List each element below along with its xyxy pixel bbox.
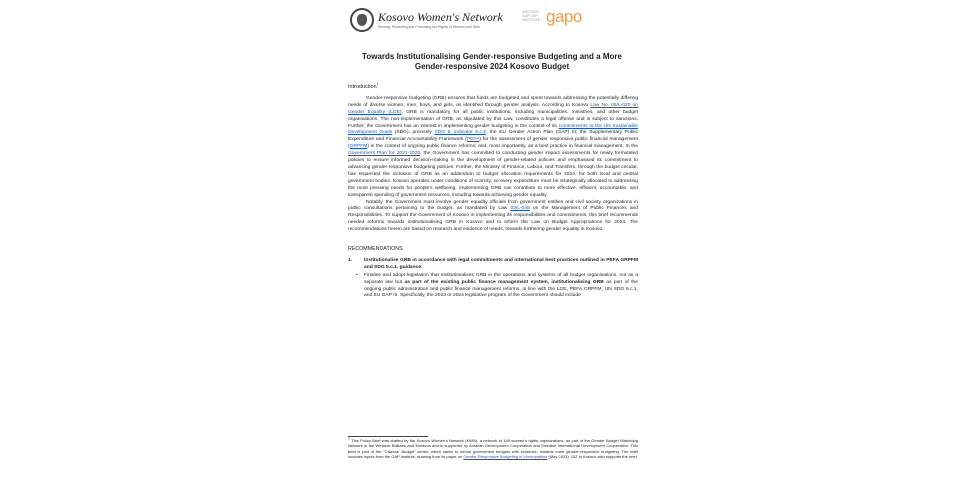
footnote: $^1$ This Policy Brief was drafted by the Kosovo Women's Network (KWN), a network of 140 women's rights organizations, as part of the Gender Budget Watchdog Network in the Western Balkans and Moldova and is supported by Austrian Development Cooperation and Swedish International Development Cooperation. This brief is part of the "Citizens' Budget" series, which seeks to inform government budgets with evidence, towards more gender-responsive budgeting. The brief includes inputs from the GAP Institute, drawing from its paper on Gender-Responsive Budgeting in Municipalities (May 2023). GIZ in Kosovo also supports the brief. — [348, 436, 638, 460]
paragraph-2: Notably, the Government must involve gender equality officials from government entities and civil society organizations in public consultations pertaining to the budget, as mandated by Law 03/L-048 on the Management of Public Finances and Responsibilities. To support the Government of Kosovo in implementing its responsibilities and commitments, this brief recommends needed reforms towards institutionalising GRB in Kosovo and to inform the Law on Budget Appropriations for 2024. The recommendations herein are based on research and evidence of needs, towards furthering gender equality in Kosovo. — [348, 199, 638, 233]
link-pefa[interactable]: PEFA — [466, 137, 480, 143]
link-grb-municipalities[interactable]: Gender-Responsive Budgeting in Municipalities — [463, 454, 548, 460]
bullet-icon: • — [356, 272, 358, 278]
document-body — [348, 84, 638, 300]
gap-logo-small-text: INSTITUTI GAP GAP INSTITUTE — [522, 10, 541, 22]
kwn-emblem-icon — [350, 8, 374, 32]
kwn-logo — [350, 8, 503, 36]
link-law-gender-equality[interactable]: Law No. 05/L-020 on Gender Equality (LGE) — [348, 102, 638, 115]
link-government-plan[interactable]: Government Plan for 2021-2025 — [348, 151, 421, 157]
link-sdg5-indicator[interactable]: SDG 5, indicator 5.c.1 — [434, 130, 486, 136]
footnote-ref: 1 — [376, 82, 379, 87]
kwn-logo-tagline: Serving, Protecting and Promoting the Rights of Women and Girls — [378, 25, 480, 29]
link-un-sdg-commitments[interactable]: commitments to the UN Sustainable Development Goals — [348, 123, 638, 136]
gap-logo-name: gapo — [546, 7, 582, 26]
paragraph-1: Gender-responsive budgeting (GRB) ensures that funds are budgeted and spent towards addressing the potentially differing needs of diverse women, men, boys, and girls, as identified through gender analysis. According to Kosovo Law No. 05/L-020 on Gender Equality (LGE), GRB is mandatory for all public institutions, including municipalities, ministries, and other budget organisations. The non-implementation of GRB, as stipulated by this Law, constitutes a legal offense and is subject to sanctions. Further, the Government has an interest in implementing gender budgeting in the context of its commitments to the UN Sustainable Development Goals (SDG), precisely SDG 5, indicator 5.c.1; the EU Gender Action Plan (GAP) III; the Supplementary Public Expenditure and Financial Accountability Framework (PEFA) for the assessment of gender responsive public financial management (GRPFM) in the context of ongoing public finance reforms; and, most importantly, as a best practice in financial management. In the Government Plan for 2021-2025, the Government has committed to conducting gender impact assessments for newly formulated policies to ensure informed decision-making in the development of gender-related policies and emphasised its commitment to advancing gender-responsive budgeting policies. Further, the Ministry of Finance, Labour, and Transfers, through the budget circular, has requested the inclusion of GRB as an addendum to budget allocation requirements for 2024, for both local and central government bodies. Kosovo operates under conditions of scarcity, so every expenditure must be strategically allocated to addressing the most pressing needs for people's wellbeing. Implementing GRB can contribute to more effective, efficient, accountable, and transparent spending of government resources, including towards achieving gender equality. — [348, 95, 639, 198]
document-page — [342, 0, 642, 500]
kwn-logo-name: Kosovo Women's Network — [378, 10, 503, 24]
link-grpfm[interactable]: GRPFM — [349, 144, 368, 150]
recommendation-number: 1. — [348, 257, 353, 263]
document-title: Towards Institutionalising Gender-responsive Budgeting and a More Gender-responsive 2024 Kosovo Budget — [362, 52, 622, 71]
recommendations-heading: RECOMMENDATIONS — [348, 246, 403, 253]
link-law-public-finances[interactable]: 03/L-048 — [510, 206, 530, 212]
footnote-divider — [348, 436, 428, 437]
recommendation-item-1: 1. Institutionalise GRB in accordance with legal commitments and international best practices outlined in PEFA GRPFM and SDG 5.c.1. guidance. — [348, 257, 638, 270]
intro-heading: Introduction$^1$ — [348, 82, 379, 90]
recommendation-bullet-1: • Finalise and adopt legislation that institutionalises GRB in the operations and systems of all budget organisations, not as a separate law but as part of the existing public finance management system, institutionalising GRB as part of the ongoing public administration and public finance management reforms, in line with the LGE, PEFA GRPFM, UN SDG 5.c.1, and EU GAP III. Specifically, the 2023 or 2024 legislative program of the Government should include — [356, 272, 638, 299]
gap-logo — [522, 7, 642, 30]
